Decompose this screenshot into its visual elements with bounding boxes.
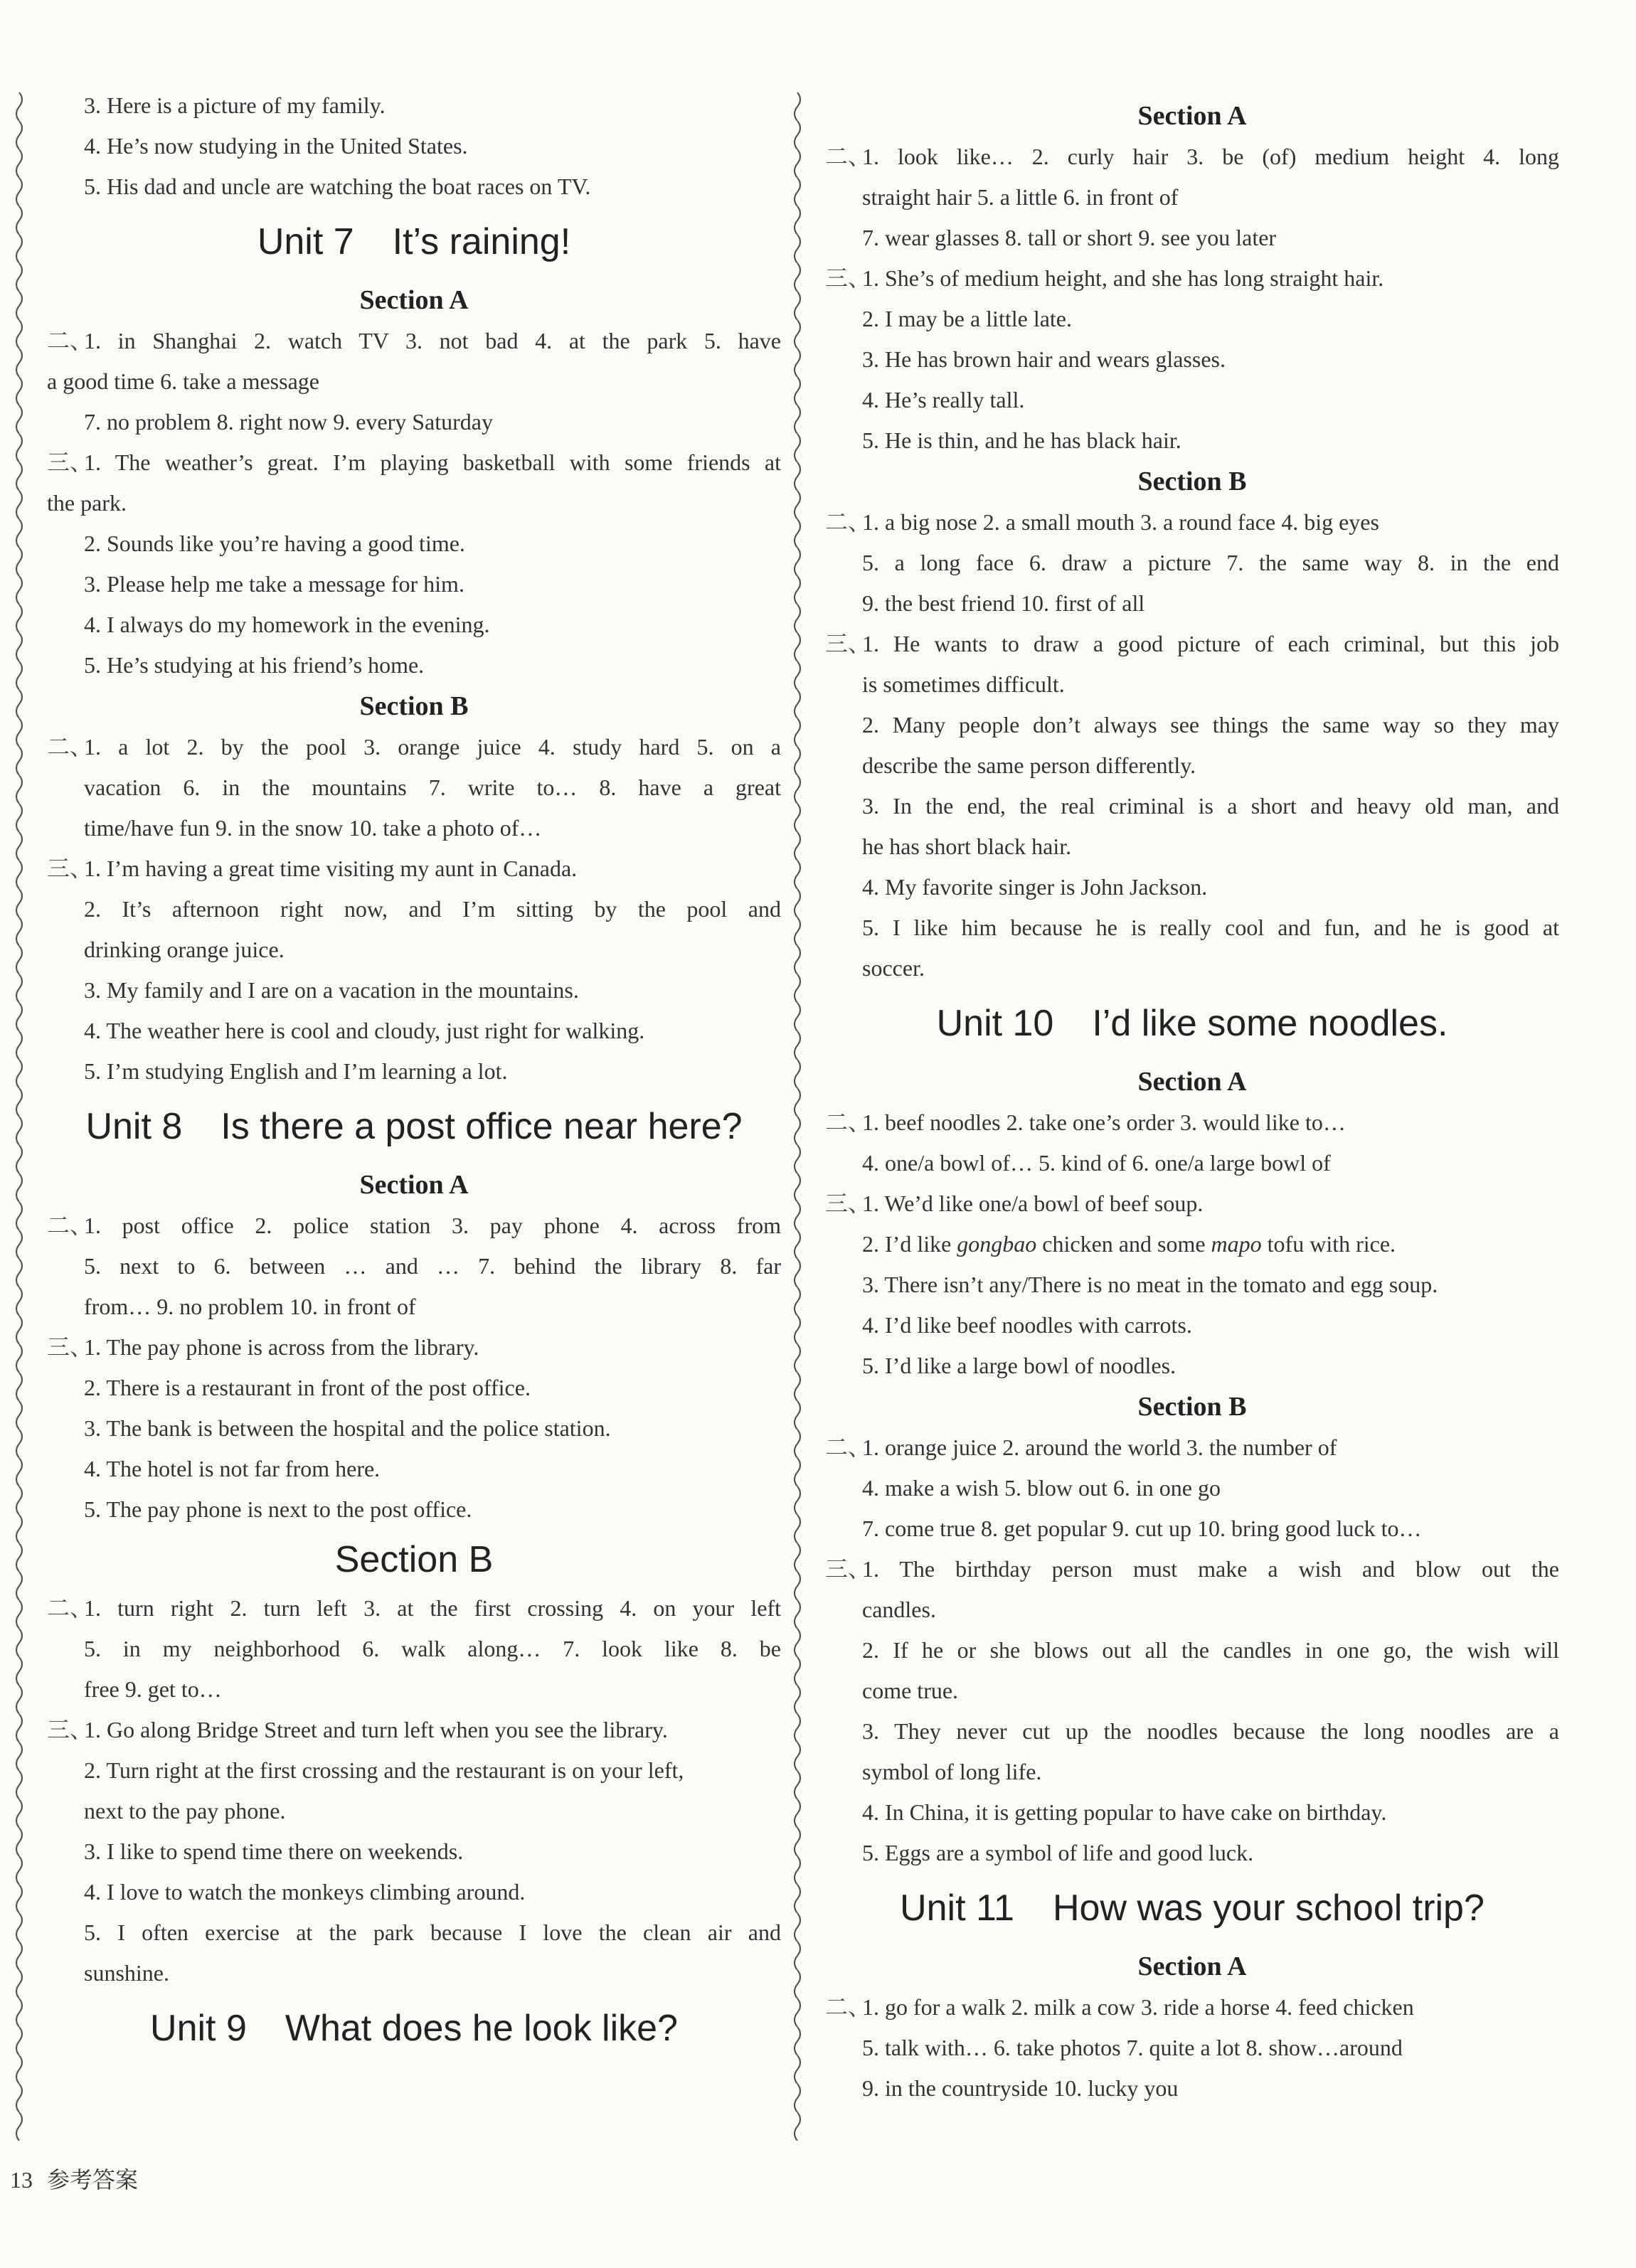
answer-line: 7. no problem 8. right now 9. every Saturday [84,409,493,435]
answer-line: 4. one/a bowl of… 5. kind of 6. one/a large bowl of [862,1150,1331,1176]
answer-line: 2. Many people don’t always see things the same way so they may [862,712,1559,738]
answer-line: drinking orange juice. [84,937,285,962]
answer-line: 5. I’m studying English and I’m learning a lot. [84,1058,508,1084]
answer-line: 4. The hotel is not far from here. [84,1456,381,1481]
answer-line: 三、1. She’s of medium height, and she has long straight hair. [825,258,1559,299]
exercise-mark: 三、 [825,631,871,656]
answer-line: from… 9. no problem 10. in front of [84,1294,416,1319]
answer-line: 5. He is thin, and he has black hair. [862,427,1181,453]
answer-line: 5. a long face 6. draw a picture 7. the same way 8. in the end [862,550,1559,575]
answer-line: 二、1. orange juice 2. around the world 3. the number of [825,1427,1559,1468]
answer-line: 5. I often exercise at the park because I love the clean air and [84,1920,781,1945]
answer-line: 3. In the end, the real criminal is a short and heavy old man, and [862,793,1559,819]
answer-line: candles. [862,1597,936,1622]
answer-line: 7. wear glasses 8. tall or short 9. see you later [862,225,1277,250]
column-wavy-divider [791,92,804,2141]
answer-line: soccer. [862,955,925,981]
answer-line: free 9. get to… [84,1676,222,1702]
answer-line: 二、1. a big nose 2. a small mouth 3. a round face 4. big eyes [825,502,1559,543]
exercise-mark: 三、 [47,1334,93,1360]
page-footer [10,2162,138,2195]
answer-line: 3. Here is a picture of my family. [84,92,386,118]
section-heading: Section A [359,285,469,315]
answer-line: 2. Sounds like you’re having a good time. [84,531,465,556]
exercise-mark: 三、 [47,449,93,475]
answer-line: 2. I’d like gongbao chicken and some mapo tofu with rice. [862,1231,1396,1257]
answer-line: 5. His dad and uncle are watching the boat races on TV. [84,174,591,199]
exercise-mark: 二、 [47,328,93,353]
left-column [47,85,781,2066]
section-heading: Section B [1137,1392,1247,1422]
answer-line: 三、1. We’d like one/a bowl of beef soup. [825,1183,1559,1224]
answer-line: time/have fun 9. in the snow 10. take a photo of… [84,815,542,841]
answer-line: 4. I love to watch the monkeys climbing around. [84,1879,526,1905]
answer-line: come true. [862,1678,959,1703]
unit-9-heading: Unit 9 What does he look like? [150,2008,678,2049]
answer-line: 三、1. The pay phone is across from the library. [47,1327,781,1368]
answer-line: 5. He’s studying at his friend’s home. [84,652,425,678]
answer-line: 9. the best friend 10. first of all [862,590,1145,616]
answer-line: 3. He has brown hair and wears glasses. [862,346,1226,372]
answer-line: 二、1. post office 2. police station 3. pay phone 4. across from [47,1205,781,1246]
answer-line: 3. The bank is between the hospital and the police station. [84,1415,611,1441]
answer-line: 二、1. go for a walk 2. milk a cow 3. ride a horse 4. feed chicken [825,1987,1559,2028]
section-heading: Section A [1137,1952,1247,1981]
left-wavy-border [13,92,26,2141]
answer-line: 9. in the countryside 10. lucky you [862,2075,1179,2101]
section-heading: Section A [1137,1067,1247,1097]
answer-line: 3. Please help me take a message for him. [84,571,464,597]
answer-line: 4. I’d like beef noodles with carrots. [862,1312,1192,1338]
answer-line: vacation 6. in the mountains 7. write to… 8. have a great [84,774,781,800]
answer-line: 2. There is a restaurant in front of the post office. [84,1375,531,1400]
answer-line: 三、1. He wants to draw a good picture of each criminal, but this job [825,624,1559,664]
answer-line: 5. Eggs are a symbol of life and good luck. [862,1840,1254,1865]
answer-line: 4. He’s now studying in the United States. [84,133,468,159]
exercise-mark: 三、 [825,265,871,291]
footer-label: 参考答案 [47,2167,139,2193]
section-heading: Section B [334,1539,494,1580]
answer-line: 2. Turn right at the first crossing and the restaurant is on your left, [84,1757,684,1783]
exercise-mark: 三、 [825,1556,871,1582]
answer-line: 三、1. I’m having a great time visiting my aunt in Canada. [47,848,781,889]
exercise-mark: 二、 [47,1213,93,1238]
answer-line: 4. make a wish 5. blow out 6. in one go [862,1475,1221,1501]
answer-line: 3. I like to spend time there on weekends. [84,1838,464,1864]
answer-line: 5. The pay phone is next to the post office. [84,1496,472,1522]
exercise-mark: 二、 [825,1434,871,1460]
answer-line: 3. There isn’t any/There is no meat in the tomato and egg soup. [862,1272,1438,1297]
section-heading: Section B [1137,467,1247,496]
answer-line: next to the pay phone. [84,1798,286,1824]
exercise-mark: 二、 [825,144,871,169]
answer-line: is sometimes difficult. [862,671,1065,697]
answer-line: 二、1. in Shanghai 2. watch TV 3. not bad 4. at the park 5. have [47,321,781,361]
section-heading: Section A [1137,101,1247,131]
answer-line: 三、1. Go along Bridge Street and turn left when you see the library. [47,1710,781,1750]
answer-line: 7. come true 8. get popular 9. cut up 10. bring good luck to… [862,1516,1422,1541]
answer-line: describe the same person differently. [862,752,1196,778]
answer-line: 3. My family and I are on a vacation in the mountains. [84,977,579,1003]
answer-line: 2. It’s afternoon right now, and I’m sitting by the pool and [84,896,781,922]
answer-line: 二、1. turn right 2. turn left 3. at the first crossing 4. on your left [47,1588,781,1629]
answer-line: 二、1. look like… 2. curly hair 3. be (of) medium height 4. long [825,137,1559,177]
answer-line: 5. in my neighborhood 6. walk along… 7. look like 8. be [84,1636,781,1661]
exercise-mark: 三、 [47,856,93,881]
exercise-mark: 三、 [825,1191,871,1216]
unit-8-heading: Unit 8 Is there a post office near here? [85,1106,743,1147]
answer-line: a good time 6. take a message [47,368,319,394]
answer-line: 二、1. a lot 2. by the pool 3. orange juice 4. study hard 5. on a [47,727,781,767]
page-number: 13 [10,2167,33,2193]
answer-line: 4. He’s really tall. [862,387,1025,412]
unit-10-heading: Unit 10 I’d like some noodles. [936,1003,1448,1044]
answer-line: straight hair 5. a little 6. in front of [862,184,1179,210]
exercise-mark: 二、 [47,734,93,760]
answer-line: 5. talk with… 6. take photos 7. quite a lot 8. show…around [862,2035,1403,2060]
answer-line: 4. The weather here is cool and cloudy, just right for walking. [84,1018,645,1043]
answer-line: symbol of long life. [862,1759,1042,1784]
exercise-mark: 二、 [825,1109,871,1135]
answer-line: 2. If he or she blows out all the candles in one go, the wish will [862,1637,1559,1663]
answer-line: he has short black hair. [862,834,1072,859]
unit-11-heading: Unit 11 How was your school trip? [900,1888,1484,1929]
exercise-mark: 二、 [825,509,871,535]
exercise-mark: 二、 [47,1595,93,1621]
answer-line: the park. [47,490,127,516]
answer-line: sunshine. [84,1960,169,1986]
answer-line: 3. They never cut up the noodles because the long noodles are a [862,1718,1559,1744]
answer-line: 5. next to 6. between … and … 7. behind the library 8. far [84,1253,781,1279]
section-heading: Section A [359,1170,469,1200]
section-heading: Section B [359,691,469,721]
answer-line: 5. I like him because he is really cool and fun, and he is good at [862,915,1559,940]
answer-line: 2. I may be a little late. [862,306,1072,331]
answer-line: 5. I’d like a large bowl of noodles. [862,1353,1176,1378]
right-column [825,95,1559,2109]
unit-7-heading: Unit 7 It’s raining! [257,221,571,262]
answer-line: 三、1. The weather’s great. I’m playing basketball with some friends at [47,442,781,483]
answer-line: 三、1. The birthday person must make a wish and blow out the [825,1549,1559,1590]
answer-line: 4. In China, it is getting popular to have cake on birthday. [862,1799,1387,1825]
exercise-mark: 二、 [825,1994,871,2020]
answer-line: 二、1. beef noodles 2. take one’s order 3. would like to… [825,1102,1559,1143]
answer-line: 4. My favorite singer is John Jackson. [862,874,1208,900]
exercise-mark: 三、 [47,1717,93,1742]
answer-line: 4. I always do my homework in the evening. [84,612,490,637]
